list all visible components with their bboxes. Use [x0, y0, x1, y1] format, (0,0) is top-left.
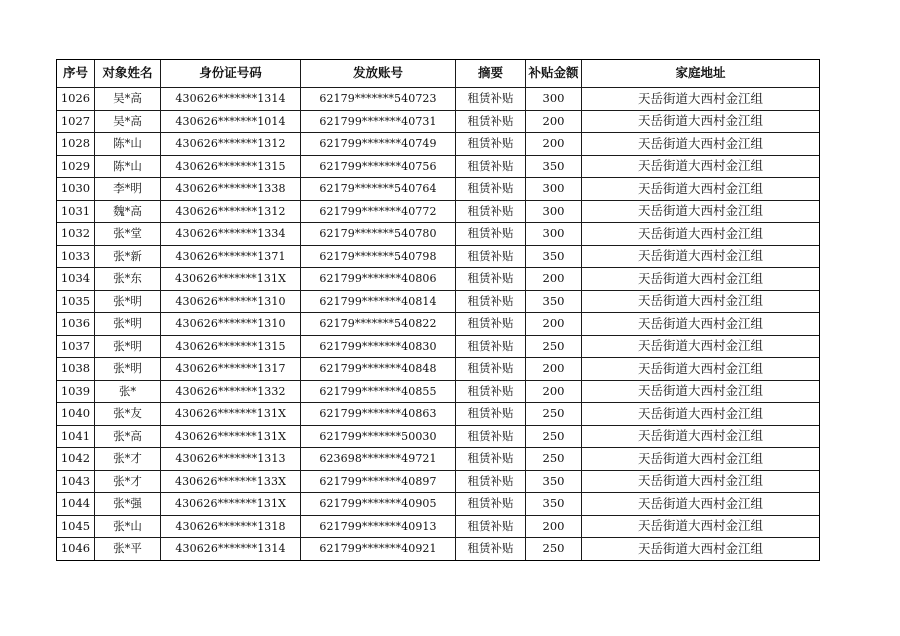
cell-address: 天岳街道大西村金江组	[582, 155, 820, 178]
cell-id-number: 430626*******1312	[161, 200, 301, 223]
header-amount: 补贴金额	[526, 60, 582, 88]
cell-summary: 租赁补贴	[456, 178, 526, 201]
cell-id-number: 430626*******1332	[161, 380, 301, 403]
cell-name: 张*才	[95, 470, 161, 493]
cell-summary: 租赁补贴	[456, 88, 526, 111]
cell-amount: 250	[526, 448, 582, 471]
header-name: 对象姓名	[95, 60, 161, 88]
cell-account: 621799*******40731	[301, 110, 456, 133]
cell-name: 吴*高	[95, 110, 161, 133]
cell-address: 天岳街道大西村金江组	[582, 290, 820, 313]
cell-summary: 租赁补贴	[456, 110, 526, 133]
cell-name: 吴*高	[95, 88, 161, 111]
cell-account: 621799*******40848	[301, 358, 456, 381]
table-row	[57, 155, 820, 178]
cell-amount: 300	[526, 200, 582, 223]
cell-amount: 300	[526, 88, 582, 111]
cell-address: 天岳街道大西村金江组	[582, 380, 820, 403]
cell-amount: 350	[526, 470, 582, 493]
cell-id-number: 430626*******1310	[161, 313, 301, 336]
cell-amount: 250	[526, 538, 582, 561]
cell-id-number: 430626*******131X	[161, 268, 301, 291]
cell-account: 621799*******40749	[301, 133, 456, 156]
table-row	[57, 110, 820, 133]
table-row	[57, 245, 820, 268]
cell-name: 张*高	[95, 425, 161, 448]
cell-account: 621799*******40913	[301, 515, 456, 538]
cell-amount: 200	[526, 358, 582, 381]
cell-id-number: 430626*******1315	[161, 155, 301, 178]
cell-address: 天岳街道大西村金江组	[582, 448, 820, 471]
cell-amount: 250	[526, 335, 582, 358]
cell-id-number: 430626*******131X	[161, 425, 301, 448]
cell-seq: 1029	[57, 155, 95, 178]
cell-name: 李*明	[95, 178, 161, 201]
cell-id-number: 430626*******133X	[161, 470, 301, 493]
table-row	[57, 358, 820, 381]
cell-amount: 200	[526, 133, 582, 156]
cell-name: 陈*山	[95, 133, 161, 156]
cell-summary: 租赁补贴	[456, 200, 526, 223]
subsidy-roster-table	[56, 59, 820, 561]
cell-amount: 350	[526, 290, 582, 313]
cell-seq: 1040	[57, 403, 95, 426]
roster-sheet	[56, 59, 820, 561]
cell-account: 621799*******50030	[301, 425, 456, 448]
cell-name: 陈*山	[95, 155, 161, 178]
cell-name: 张*明	[95, 313, 161, 336]
table-row	[57, 133, 820, 156]
cell-account: 621799*******40905	[301, 493, 456, 516]
cell-address: 天岳街道大西村金江组	[582, 178, 820, 201]
cell-amount: 300	[526, 223, 582, 246]
cell-summary: 租赁补贴	[456, 448, 526, 471]
cell-address: 天岳街道大西村金江组	[582, 200, 820, 223]
cell-account: 621799*******40855	[301, 380, 456, 403]
cell-address: 天岳街道大西村金江组	[582, 268, 820, 291]
cell-seq: 1030	[57, 178, 95, 201]
cell-seq: 1036	[57, 313, 95, 336]
cell-id-number: 430626*******1315	[161, 335, 301, 358]
cell-id-number: 430626*******131X	[161, 403, 301, 426]
cell-id-number: 430626*******1314	[161, 88, 301, 111]
cell-amount: 250	[526, 425, 582, 448]
cell-address: 天岳街道大西村金江组	[582, 133, 820, 156]
cell-seq: 1042	[57, 448, 95, 471]
cell-seq: 1031	[57, 200, 95, 223]
cell-amount: 350	[526, 493, 582, 516]
cell-account: 621799*******40897	[301, 470, 456, 493]
cell-amount: 300	[526, 178, 582, 201]
cell-account: 62179*******540798	[301, 245, 456, 268]
cell-name: 张*明	[95, 358, 161, 381]
cell-seq: 1027	[57, 110, 95, 133]
cell-address: 天岳街道大西村金江组	[582, 425, 820, 448]
cell-account: 621799*******40814	[301, 290, 456, 313]
cell-summary: 租赁补贴	[456, 425, 526, 448]
header-summary: 摘要	[456, 60, 526, 88]
cell-address: 天岳街道大西村金江组	[582, 88, 820, 111]
cell-summary: 租赁补贴	[456, 313, 526, 336]
cell-address: 天岳街道大西村金江组	[582, 335, 820, 358]
cell-seq: 1035	[57, 290, 95, 313]
cell-summary: 租赁补贴	[456, 358, 526, 381]
cell-amount: 250	[526, 403, 582, 426]
cell-id-number: 430626*******1371	[161, 245, 301, 268]
cell-amount: 200	[526, 515, 582, 538]
cell-seq: 1028	[57, 133, 95, 156]
table-row	[57, 200, 820, 223]
cell-seq: 1033	[57, 245, 95, 268]
cell-account: 621799*******40830	[301, 335, 456, 358]
cell-account: 62179*******540780	[301, 223, 456, 246]
table-row	[57, 380, 820, 403]
cell-summary: 租赁补贴	[456, 538, 526, 561]
header-account: 发放账号	[301, 60, 456, 88]
cell-summary: 租赁补贴	[456, 155, 526, 178]
cell-id-number: 430626*******1313	[161, 448, 301, 471]
cell-address: 天岳街道大西村金江组	[582, 538, 820, 561]
table-row	[57, 403, 820, 426]
cell-id-number: 430626*******1317	[161, 358, 301, 381]
cell-id-number: 430626*******1312	[161, 133, 301, 156]
cell-id-number: 430626*******1310	[161, 290, 301, 313]
cell-id-number: 430626*******1318	[161, 515, 301, 538]
table-row	[57, 335, 820, 358]
table-row	[57, 268, 820, 291]
cell-account: 62179*******540822	[301, 313, 456, 336]
cell-seq: 1043	[57, 470, 95, 493]
cell-address: 天岳街道大西村金江组	[582, 403, 820, 426]
cell-name: 张*东	[95, 268, 161, 291]
cell-seq: 1032	[57, 223, 95, 246]
cell-seq: 1041	[57, 425, 95, 448]
cell-seq: 1026	[57, 88, 95, 111]
table-row	[57, 515, 820, 538]
header-seq: 序号	[57, 60, 95, 88]
cell-address: 天岳街道大西村金江组	[582, 358, 820, 381]
cell-seq: 1046	[57, 538, 95, 561]
cell-name: 张*强	[95, 493, 161, 516]
cell-id-number: 430626*******1334	[161, 223, 301, 246]
table-row	[57, 493, 820, 516]
cell-seq: 1044	[57, 493, 95, 516]
cell-address: 天岳街道大西村金江组	[582, 313, 820, 336]
cell-name: 张*明	[95, 290, 161, 313]
cell-seq: 1034	[57, 268, 95, 291]
table-row	[57, 223, 820, 246]
cell-name: 张*友	[95, 403, 161, 426]
cell-seq: 1045	[57, 515, 95, 538]
cell-account: 62179*******540723	[301, 88, 456, 111]
table-row	[57, 448, 820, 471]
cell-summary: 租赁补贴	[456, 403, 526, 426]
table-row	[57, 178, 820, 201]
cell-account: 62179*******540764	[301, 178, 456, 201]
cell-name: 魏*高	[95, 200, 161, 223]
cell-summary: 租赁补贴	[456, 133, 526, 156]
cell-id-number: 430626*******131X	[161, 493, 301, 516]
cell-summary: 租赁补贴	[456, 493, 526, 516]
cell-account: 621799*******40806	[301, 268, 456, 291]
cell-amount: 200	[526, 380, 582, 403]
cell-address: 天岳街道大西村金江组	[582, 245, 820, 268]
header-address: 家庭地址	[582, 60, 820, 88]
header-id-number: 身份证号码	[161, 60, 301, 88]
cell-summary: 租赁补贴	[456, 470, 526, 493]
cell-name: 张*山	[95, 515, 161, 538]
cell-account: 621799*******40921	[301, 538, 456, 561]
cell-name: 张*平	[95, 538, 161, 561]
table-row	[57, 425, 820, 448]
cell-id-number: 430626*******1014	[161, 110, 301, 133]
header-row	[57, 60, 820, 88]
cell-id-number: 430626*******1338	[161, 178, 301, 201]
cell-summary: 租赁补贴	[456, 290, 526, 313]
cell-amount: 200	[526, 268, 582, 291]
cell-summary: 租赁补贴	[456, 223, 526, 246]
table-row	[57, 290, 820, 313]
cell-id-number: 430626*******1314	[161, 538, 301, 561]
cell-account: 621799*******40863	[301, 403, 456, 426]
cell-account: 621799*******40772	[301, 200, 456, 223]
cell-amount: 200	[526, 313, 582, 336]
cell-name: 张*	[95, 380, 161, 403]
cell-summary: 租赁补贴	[456, 245, 526, 268]
table-row	[57, 538, 820, 561]
cell-amount: 350	[526, 155, 582, 178]
cell-amount: 350	[526, 245, 582, 268]
cell-address: 天岳街道大西村金江组	[582, 223, 820, 246]
table-row	[57, 313, 820, 336]
cell-account: 623698*******49721	[301, 448, 456, 471]
cell-address: 天岳街道大西村金江组	[582, 515, 820, 538]
cell-account: 621799*******40756	[301, 155, 456, 178]
cell-seq: 1038	[57, 358, 95, 381]
cell-summary: 租赁补贴	[456, 515, 526, 538]
cell-amount: 200	[526, 110, 582, 133]
cell-address: 天岳街道大西村金江组	[582, 110, 820, 133]
cell-name: 张*新	[95, 245, 161, 268]
cell-name: 张*明	[95, 335, 161, 358]
cell-address: 天岳街道大西村金江组	[582, 470, 820, 493]
cell-seq: 1039	[57, 380, 95, 403]
cell-summary: 租赁补贴	[456, 335, 526, 358]
table-row	[57, 88, 820, 111]
cell-address: 天岳街道大西村金江组	[582, 493, 820, 516]
cell-summary: 租赁补贴	[456, 268, 526, 291]
cell-seq: 1037	[57, 335, 95, 358]
cell-name: 张*才	[95, 448, 161, 471]
cell-name: 张*堂	[95, 223, 161, 246]
cell-summary: 租赁补贴	[456, 380, 526, 403]
table-row	[57, 470, 820, 493]
